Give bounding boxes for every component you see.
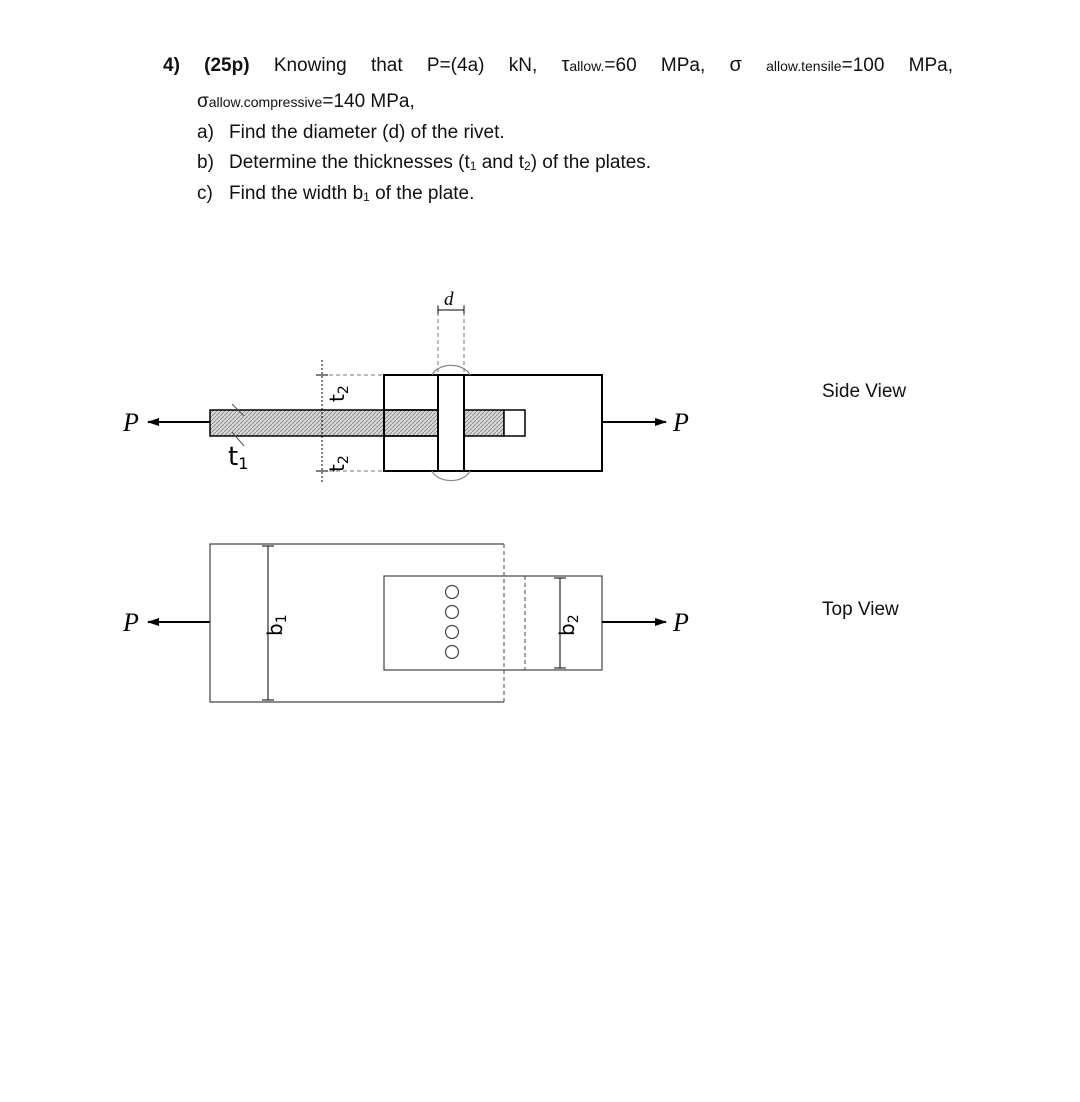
t2-upper-label: $t_2$ bbox=[325, 385, 352, 402]
t2-lower-label: $t_2$ bbox=[325, 455, 352, 472]
problem-number: 4) bbox=[163, 55, 180, 76]
task-label: b) bbox=[197, 152, 214, 173]
subscript: 1 bbox=[469, 159, 477, 173]
sigma-compressive-symbol: σ bbox=[197, 91, 209, 112]
task-text: of the plate. bbox=[369, 183, 475, 204]
middle-plate-end bbox=[504, 410, 525, 436]
task-text: ) of the plates. bbox=[530, 152, 652, 173]
sigma-tensile-symbol: σ bbox=[729, 54, 742, 76]
tau-symbol: τ bbox=[561, 54, 570, 76]
task-text: and t bbox=[476, 152, 524, 173]
right-load-label-top: P bbox=[673, 608, 689, 637]
tau-unit: MPa, bbox=[660, 55, 706, 76]
problem-points: (25p) bbox=[204, 55, 250, 76]
load-definition: P=(4a) bbox=[426, 55, 485, 76]
rivet-head-bottom bbox=[432, 471, 470, 481]
t1-label: t1 bbox=[228, 442, 249, 473]
b1-label: $b_1$ bbox=[263, 614, 290, 636]
sigma-compressive-value: =140 MPa, bbox=[322, 91, 415, 112]
load-unit: kN, bbox=[508, 55, 538, 76]
sigma-tensile-subscript: allow.tensile bbox=[766, 58, 842, 74]
task-text: Determine the thicknesses (t bbox=[229, 152, 470, 173]
b2-label: $b_2$ bbox=[555, 614, 582, 636]
middle-plate-tail bbox=[464, 410, 504, 436]
rivet-hole bbox=[446, 646, 459, 659]
task-text: Find the width b bbox=[229, 183, 364, 204]
word-knowing: Knowing bbox=[273, 55, 347, 76]
subscript: 2 bbox=[524, 159, 531, 173]
d-label: d bbox=[444, 289, 454, 310]
task-label: a) bbox=[197, 122, 214, 143]
word-that: that bbox=[370, 55, 403, 76]
wide-plate bbox=[210, 544, 504, 702]
side-view-label: Side View bbox=[822, 381, 907, 402]
sigma-compressive-subscript: allow.compressive bbox=[208, 94, 323, 110]
sigma-tensile-unit: MPa, bbox=[908, 55, 953, 76]
subscript: 1 bbox=[363, 190, 370, 204]
sigma-tensile-value: =100 bbox=[841, 55, 885, 76]
rivet-shank bbox=[438, 375, 464, 471]
rivet-hole bbox=[446, 606, 459, 619]
left-load-label: P bbox=[123, 408, 139, 437]
task-text: Find the diameter (d) of the rivet. bbox=[229, 122, 505, 143]
left-load-label-top: P bbox=[123, 608, 139, 637]
rivet-hole bbox=[446, 626, 459, 639]
top-view-label: Top View bbox=[822, 599, 899, 620]
tau-value: =60 bbox=[604, 55, 637, 76]
middle-plate bbox=[210, 410, 438, 436]
right-load-label: P bbox=[673, 408, 689, 437]
top-view bbox=[122, 544, 689, 702]
task-label: c) bbox=[197, 183, 213, 204]
side-view bbox=[122, 289, 689, 484]
tau-subscript: allow. bbox=[569, 58, 605, 74]
rivet-hole bbox=[446, 586, 459, 599]
